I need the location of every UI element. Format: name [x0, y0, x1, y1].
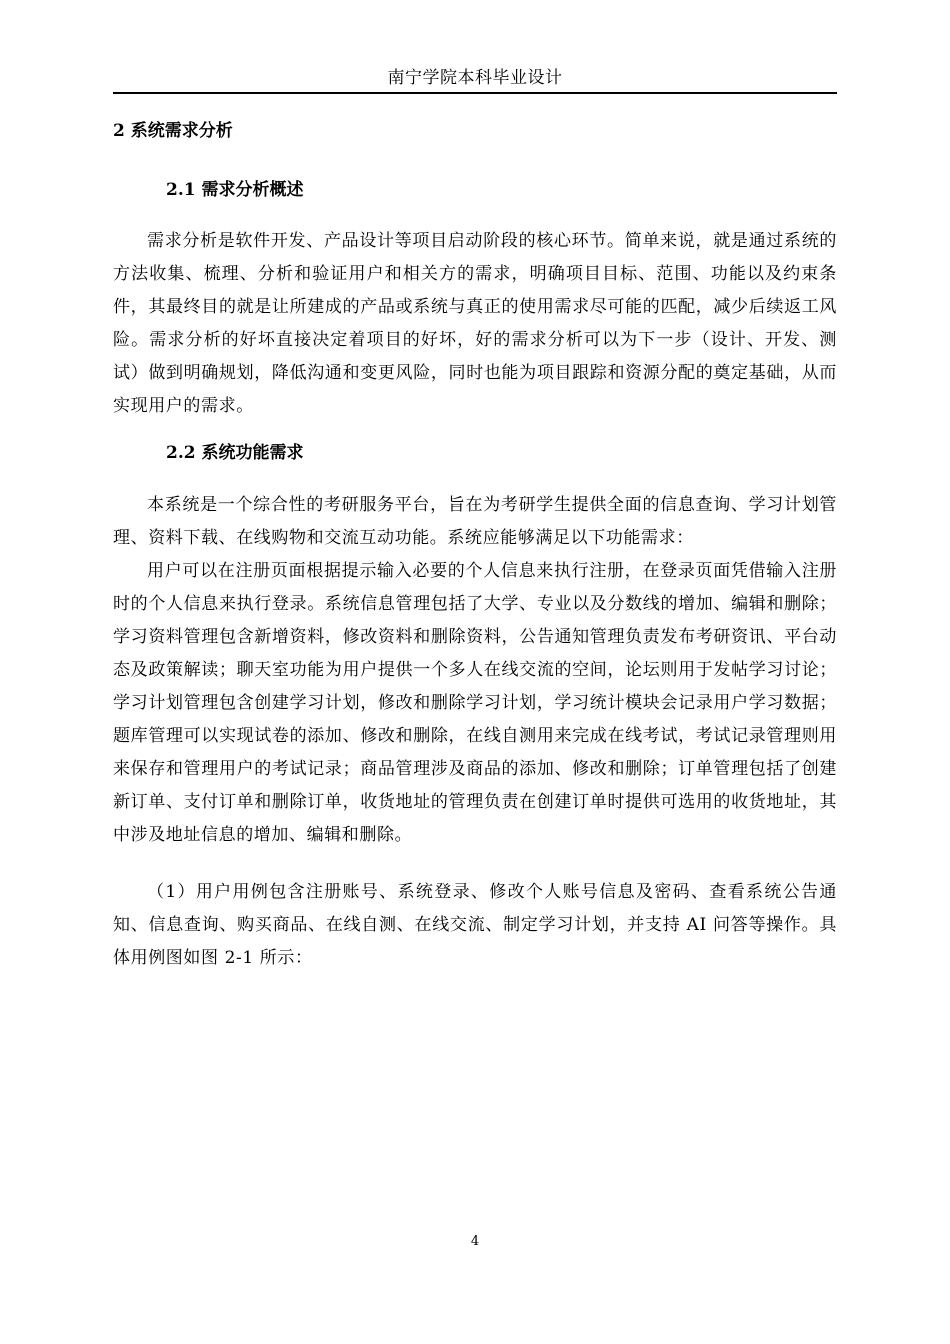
section-heading-2-2: 2.2 系统功能需求	[166, 443, 304, 463]
paragraph-functional-requirements: 用户可以在注册页面根据提示输入必要的个人信息来执行注册，在登录页面凭借输入注册时的个人信息来执行登录。系统信息管理包括了大学、专业以及分数线的增加、编辑和删除；学习资料管理包含新增资料，修改资料和删除资料，公告通知管理负责发布考研资讯、平台动态及政策解读；聊天室功能为用户提供一个多人在线交流的空间，论坛则用于发帖学习讨论；学习计划管理包含创建学习计划，修改和删除学习计划，学习统计模块会记录用户学习数据；题库管理可以实现试卷的添加、修改和删除，在线自测用来完成在线考试，考试记录管理则用来保存和管理用户的考试记录；商品管理涉及商品的添加、修改和删除；订单管理包括了创建新订单、支付订单和删除订单，收货地址的管理负责在创建订单时提供可选用的收货地址，其中涉及地址信息的增加、编辑和删除。	[113, 561, 837, 845]
page-number: 4	[470, 1234, 480, 1249]
running-header: 南宁学院本科毕业设计	[387, 68, 563, 88]
header-divider	[113, 92, 837, 94]
paragraph-requirements-overview: 需求分析是软件开发、产品设计等项目启动阶段的核心环节。简单来说，就是通过系统的方法收集、梳理、分析和验证用户和相关方的需求，明确项目目标、范围、功能以及约束条件，其最终目的就是让所建成的产品或系统与真正的使用需求尽可能的匹配，减少后续返工风险。需求分析的好坏直接决定着项目的好坏，好的需求分析可以为下一步（设计、开发、测试）做到明确规划，降低沟通和变更风险，同时也能为项目跟踪和资源分配的奠定基础，从而实现用户的需求。	[113, 231, 837, 416]
section-heading-2-1: 2.1 需求分析概述	[166, 180, 304, 200]
chapter-heading: 2 系统需求分析	[113, 121, 233, 141]
paragraph-user-use-cases: （1）用户用例包含注册账号、系统登录、修改个人账号信息及密码、查看系统公告通知、信息查询、购买商品、在线自测、在线交流、制定学习计划，并支持 AI 问答等操作。具体用例图如图 2-1 所示：	[113, 882, 837, 968]
paragraph-system-intro: 本系统是一个综合性的考研服务平台，旨在为考研学生提供全面的信息查询、学习计划管理、资料下载、在线购物和交流互动功能。系统应能够满足以下功能需求：	[113, 495, 837, 548]
